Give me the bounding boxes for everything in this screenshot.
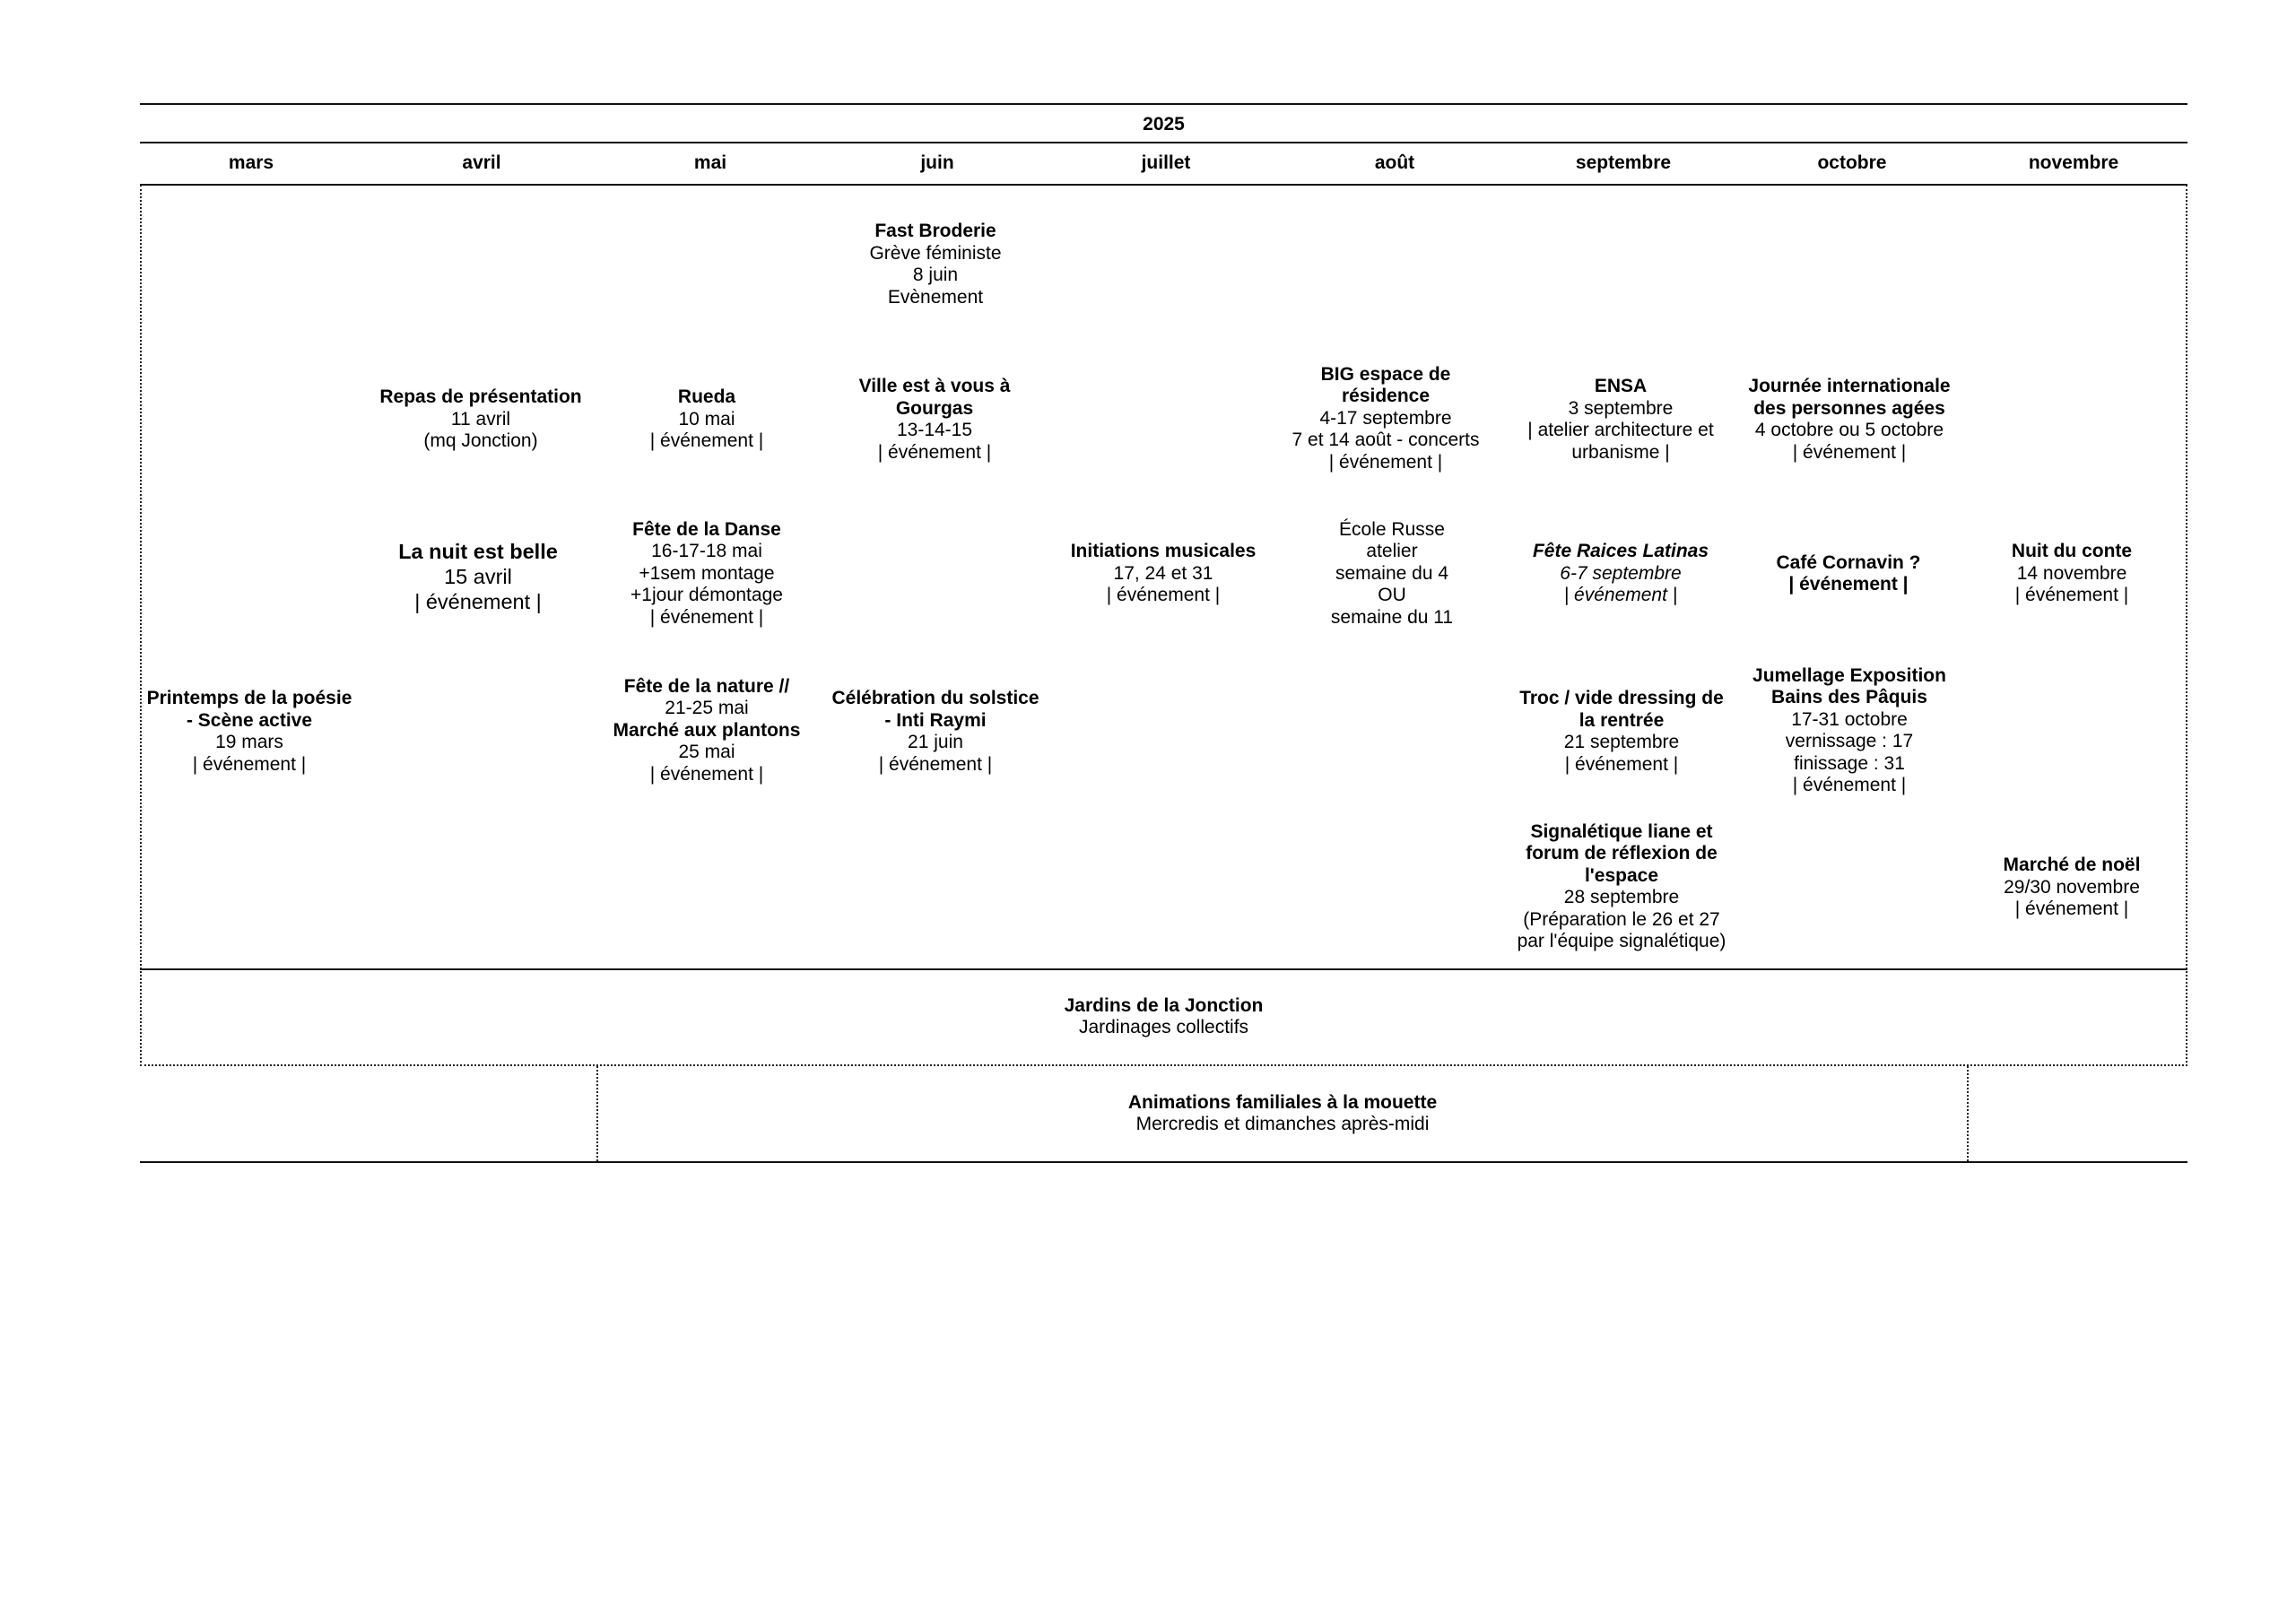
event-line: Grève féministe [869, 242, 1002, 264]
event-line: 25 mai [678, 742, 735, 763]
event-line: (mq Jonction) [423, 430, 538, 452]
event-line: 8 juin [912, 265, 959, 285]
bottom-rule [140, 1161, 2187, 1163]
event-line: | événement | [1328, 451, 1443, 473]
grid-left-border [140, 185, 142, 1066]
event-title: Fête de la Danse [632, 518, 781, 540]
band-jardins [140, 970, 2187, 1063]
event-title: Fête de la nature // [623, 675, 790, 697]
band-title: Animations familiales à la mouette [1127, 1091, 1438, 1113]
event-line: | événement | [414, 590, 542, 613]
event-line: 10 mai [678, 408, 735, 430]
event-title: Printemps de la poésie [146, 688, 352, 708]
event-title: forum de réflexion de [1526, 843, 1718, 864]
event-title: Repas de présentation [379, 386, 582, 408]
event-title: Initiations musicales [1070, 541, 1257, 562]
event-line: par l'équipe signalétique) [1517, 931, 1726, 951]
event-line: 13-14-15 [896, 420, 973, 440]
event-line: atelier [1366, 541, 1418, 562]
year-heading: 2025 [1143, 114, 1185, 135]
event-title: Fête Raices Latinas [1532, 541, 1709, 562]
event-line: 6-7 septembre [1560, 562, 1682, 584]
event-line: | événement | [649, 606, 764, 628]
event-title: résidence [1341, 386, 1431, 407]
event-ville-est-a-vous [823, 375, 1046, 464]
event-title: Ville est à vous à [858, 376, 1011, 396]
event-line: École Russe [1339, 518, 1445, 540]
event-rueda [596, 386, 818, 454]
event-title: Marché de noël [2003, 855, 2141, 876]
year-rule [140, 142, 2187, 143]
event-title: BIG espace de [1320, 363, 1451, 385]
event-fete-danse [596, 518, 818, 629]
event-marche-de-noel [1961, 854, 2183, 922]
event-line: 4-17 septembre [1319, 407, 1452, 429]
event-line: 19 mars [215, 732, 283, 752]
top-rule [140, 103, 2187, 105]
event-line: 29/30 novembre [2004, 876, 2140, 898]
event-line: 16-17-18 mai [651, 541, 762, 562]
band-subtitle: Jardinages collectifs [1078, 1017, 1249, 1037]
month-juin: juin [920, 152, 954, 173]
event-line: semaine du 4 [1335, 562, 1449, 584]
event-signaletique-liane [1500, 820, 1743, 953]
event-line: | événement | [1564, 753, 1679, 775]
month-mars: mars [228, 152, 274, 173]
event-title: la rentrée [1578, 709, 1665, 731]
event-line: 21 septembre [1563, 732, 1680, 752]
event-title: Marché aux plantons [613, 719, 801, 741]
event-title: Nuit du conte [2011, 541, 2133, 562]
event-ensa [1509, 375, 1732, 464]
grid-right-border [2186, 185, 2187, 1066]
event-line: urbanisme | [1571, 441, 1670, 463]
event-title: Jumellage Exposition [1752, 664, 1946, 686]
event-line: | événement | [1792, 775, 1907, 795]
event-raices-latinas [1509, 540, 1732, 608]
event-line: 21 juin [908, 732, 963, 752]
event-line: 4 octobre ou 5 octobre [1754, 420, 1944, 440]
band-animations [598, 1066, 1967, 1161]
event-line: | événement | [877, 441, 992, 463]
event-line: | événement | [1106, 585, 1221, 606]
event-title: La nuit est belle [398, 540, 558, 563]
event-jumellage-exposition [1733, 664, 1966, 797]
event-line: 28 septembre [1563, 887, 1680, 907]
event-initiations-musicales [1052, 540, 1274, 608]
event-title: des personnes agées [1753, 397, 1945, 419]
month-juillet: juillet [1141, 152, 1191, 173]
month-septembre: septembre [1575, 152, 1672, 173]
event-fast-broderie [824, 221, 1047, 308]
event-line: +1jour démontage [631, 585, 783, 606]
event-nuit-est-belle [367, 536, 589, 617]
event-fete-nature [596, 675, 818, 786]
event-line: OU [1378, 585, 1406, 606]
event-line: | événement | [192, 753, 307, 775]
event-title: - Inti Raymi [884, 709, 987, 731]
event-line: +1sem montage [639, 562, 775, 584]
event-line: (Préparation le 26 et 27 [1523, 908, 1720, 930]
event-line: 15 avril [444, 565, 512, 588]
month-aout: août [1374, 152, 1415, 173]
event-line: 14 novembre [2016, 562, 2127, 584]
month-avril: avril [462, 152, 501, 173]
event-journee-internationale [1733, 375, 1966, 464]
month-novembre: novembre [2028, 152, 2119, 173]
event-cafe-cornavin [1737, 551, 1960, 597]
event-line: | événement | [878, 753, 993, 775]
event-title: - Scène active [186, 709, 313, 731]
event-title: Signalétique liane et [1530, 820, 1713, 842]
event-printemps-poesie [139, 687, 360, 777]
event-line: semaine du 11 [1330, 606, 1454, 628]
band-subtitle: Mercredis et dimanches après-midi [1135, 1114, 1430, 1134]
event-title: l'espace [1584, 864, 1659, 886]
band-title: Jardins de la Jonction [1064, 994, 1264, 1016]
event-big-espace [1265, 363, 1507, 474]
event-title: Gourgas [895, 397, 974, 419]
event-line: 7 et 14 août - concerts [1292, 430, 1480, 451]
month-octobre: octobre [1817, 152, 1887, 173]
event-title: Troc / vide dressing de [1519, 688, 1724, 708]
event-line: 21-25 mai [665, 698, 749, 719]
animations-right-border [1967, 1066, 1969, 1161]
event-nuit-du-conte [1961, 540, 2183, 608]
event-title: Journée internationale [1748, 376, 1951, 396]
event-line: 11 avril [450, 408, 511, 430]
event-line: 3 septembre [1568, 397, 1674, 419]
event-title: Rueda [677, 386, 736, 408]
event-line: vernissage : 17 [1785, 731, 1914, 751]
event-troc-vide-dressing [1505, 687, 1738, 777]
event-line: | événement | [1563, 585, 1678, 606]
event-line: | événement | [2014, 585, 2129, 606]
event-line: finissage : 31 [1794, 752, 1905, 774]
event-repas-presentation [370, 386, 592, 454]
event-line: Evènement [887, 286, 984, 308]
event-line: | événement | [2014, 898, 2129, 920]
months-rule [140, 184, 2187, 186]
event-line: | événement | [649, 763, 764, 785]
event-line: | événement | [649, 430, 764, 452]
event-line: 17-31 octobre [1791, 708, 1908, 730]
event-title: Fast Broderie [874, 221, 996, 241]
event-celebration-solstice [819, 687, 1052, 777]
event-ecole-russe [1281, 518, 1503, 629]
event-line: | atelier architecture et [1527, 420, 1714, 440]
event-line: | événement | [1792, 441, 1907, 463]
month-mai: mai [693, 152, 727, 173]
event-title: ENSA [1594, 376, 1648, 396]
event-line: 17, 24 et 31 [1113, 562, 1213, 584]
event-title: Bains des Pâquis [1771, 687, 1927, 707]
event-line: | événement | [1788, 574, 1909, 595]
event-title: Café Cornavin ? [1776, 551, 1921, 573]
event-title: Célébration du solstice [831, 688, 1039, 708]
